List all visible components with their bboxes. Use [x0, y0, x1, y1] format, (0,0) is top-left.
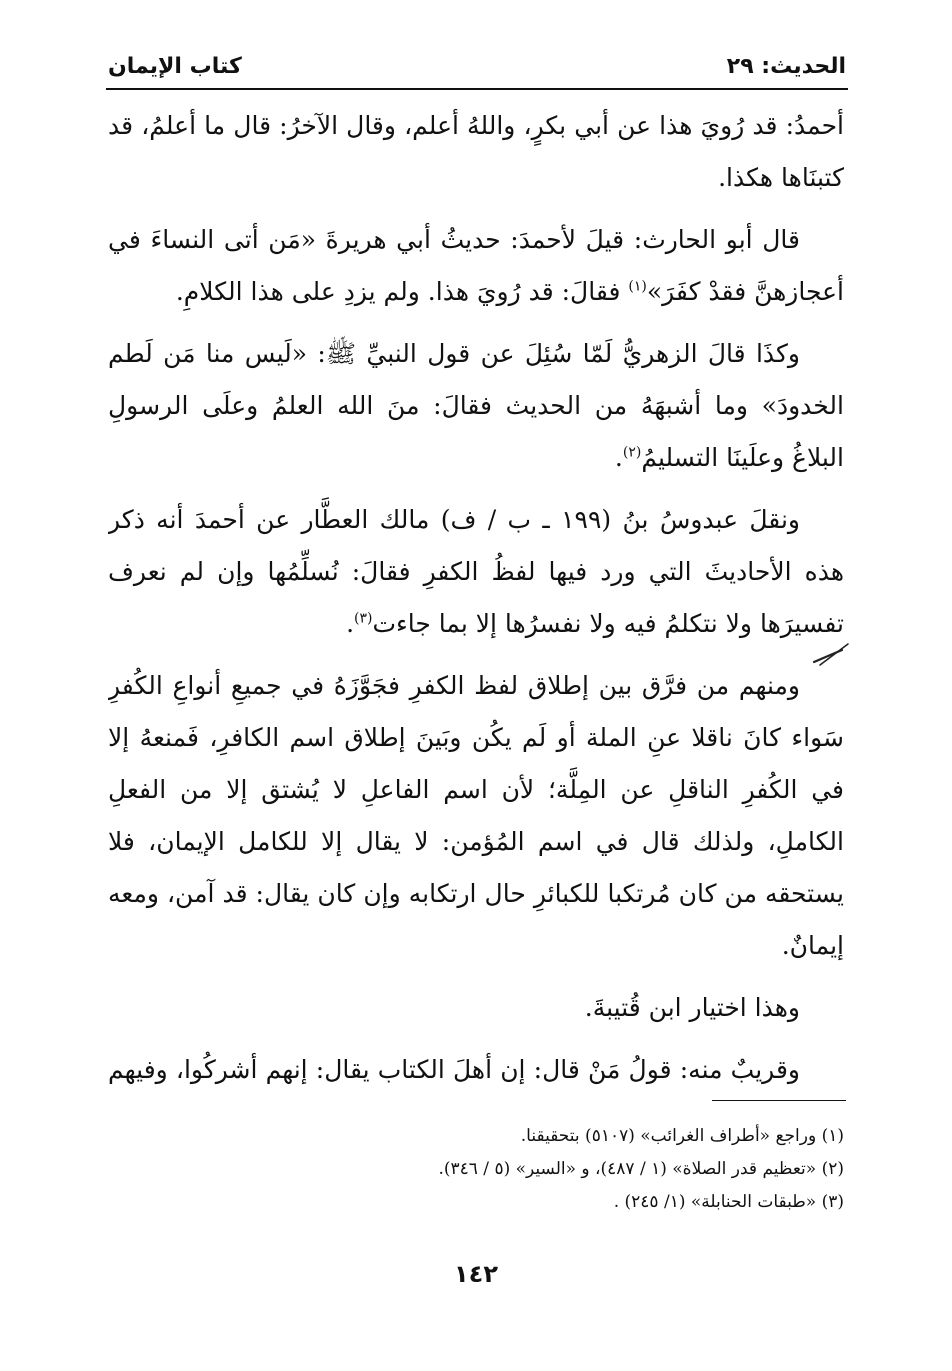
paragraph-1: [108, 100, 844, 204]
running-header: [108, 48, 846, 84]
footnote-2: (٢) «تعظيم قدر الصلاة» (١ / ٤٨٧)، و «السير» (٥ / ٣٤٦).: [438, 1159, 844, 1179]
margin-pen-mark-icon: [812, 640, 850, 668]
paragraph-4-text: ونقلَ عبدوسُ بنُ (١٩٩ ـ ب / ف) مالك العطَّار عن أحمدَ أنه ذكر هذه الأحاديثَ التي ورد فيها لفظُ الكفرِ فقالَ: نُسلِّمُها وإن لم نعرف تفسيرَها ولا نتكلمُ فيه ولا نفسرُها إلا بما جاءت: [108, 505, 844, 638]
paragraph-6-text: وهذا اختيار ابن قُتيبةَ.: [584, 993, 800, 1022]
footnote-ref-1: (١): [628, 278, 647, 295]
paragraph-3: [108, 328, 844, 484]
main-text: [108, 100, 844, 1090]
paragraph-7: [108, 1044, 844, 1090]
paragraph-5: [108, 660, 844, 972]
paragraph-3-text: وكذَا قالَ الزهريُّ لَمّا سُئِلَ عن قول النبيِّ ﷺ: «لَيس منا مَن لَطم الخدودَ» وما أشبهَهُ من الحديث فقالَ: منَ الله العلمُ وعلَى الرسولِ البلاغُ وعلَينَا التسليمُ: [108, 339, 844, 472]
paragraph-6: [108, 982, 844, 1034]
paragraph-7-text: وقريبٌ منه: قولُ مَنْ قال: إن أهلَ الكتاب يقال: إنهم أشركُوا، وفيهم: [108, 1055, 800, 1084]
paragraph-3-text-end: .: [614, 443, 623, 472]
header-rule: [106, 88, 848, 90]
paragraph-2-text-end: فقالَ: قد رُويَ هذا. ولم يزدِ على هذا الكلامِ.: [175, 277, 629, 306]
paragraph-5-text: ومنهم من فرَّق بين إطلاق لفظ الكفرِ فجَوَّزَهُ في جميعِ أنواعِ الكُفرِ سَواء كانَ ناقلا عنِ الملة أو لَم يكُن وبَينَ إطلاق اسم الكافرِ، فَمنعهُ إلا في الكُفرِ الناقلِ عن المِلَّة؛ لأن اسم الفاعلِ لا يُشتق إلا من الفعلِ الكاملِ، ولذلك قال في اسم المُؤمن: لا يقال إلا للكامل الإيمان، فلا يستحقه من كان مُرتكبا للكبائرِ حال ارتكابه وإن كان يقال: قد آمن، ومعه إيمانٌ.: [108, 671, 844, 960]
footnote-ref-2: (٢): [622, 444, 642, 461]
header-book-title: كتاب الإيمان: [108, 53, 242, 79]
footnote-3: (٣) «طبقات الحنابلة» (١/ ٢٤٥) .: [613, 1192, 844, 1212]
page-number: ١٤٢: [454, 1260, 498, 1288]
paragraph-2-text: قال أبو الحارث: قيلَ لأحمدَ: حديثُ أبي هريرةَ «مَن أتى النساءَ في أعجازهنَّ فقدْ كفَرَ»: [108, 225, 844, 306]
paragraph-2: [108, 214, 844, 318]
footnote-1: (١) وراجع «أطراف الغرائب» (٥١٠٧) بتحقيقنا.: [520, 1126, 844, 1146]
footnote-ref-3: (٣): [354, 610, 373, 627]
paragraph-4: [108, 494, 844, 650]
paragraph-1-text: أحمدُ: قد رُويَ هذا عن أبي بكرٍ، واللهُ أعلم، وقال الآخرُ: قال ما أعلمُ، قد كتبنَاها هكذا.: [108, 111, 844, 192]
footnote-rule: [712, 1100, 846, 1101]
header-hadith-number: الحديث: ٢٩: [726, 53, 846, 79]
footnotes: [200, 1120, 844, 1219]
paragraph-4-text-end: .: [346, 609, 355, 638]
